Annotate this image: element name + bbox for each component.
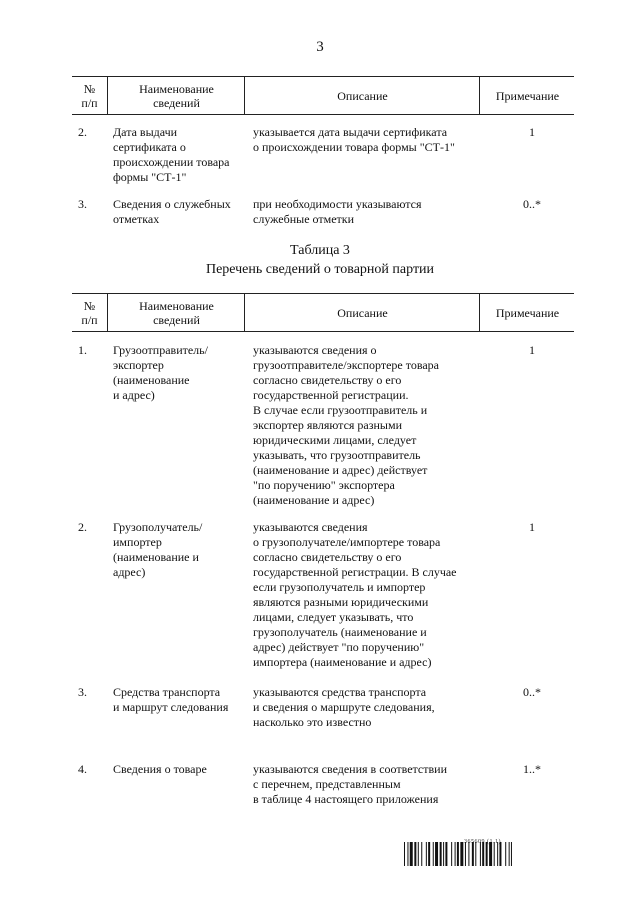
row-note: 1 (529, 343, 535, 357)
row-note: 0..* (523, 685, 541, 699)
row-num: 1. (78, 343, 87, 357)
header-description: Описание (244, 77, 480, 114)
row-name: Сведения о служебных отметках (113, 197, 231, 226)
table3 (72, 293, 574, 806)
table-header (72, 293, 574, 332)
row-name: Грузоотправитель/ экспортер (наименование и адрес) (113, 343, 208, 402)
row-description: указывается дата выдачи сертификата о происхождении товара формы "СТ-1" (253, 125, 455, 154)
row-description: указываются сведения в соответствии с перечнем, представленным в таблице 4 настоящего приложения (253, 762, 448, 806)
row-name: Грузополучатель/ импортер (наименование и адрес) (113, 520, 203, 579)
row-note: 1..* (523, 762, 541, 776)
header-num: № п/п (81, 298, 98, 327)
page-number: 3 (316, 39, 324, 55)
continued-table (72, 76, 574, 226)
row-num: 4. (78, 762, 87, 776)
header-note: Примечание (479, 294, 575, 331)
header-name: Наименование сведений (107, 294, 245, 331)
header-note: Примечание (479, 77, 575, 114)
row-description: при необходимости указываются служебные отметки (253, 197, 422, 226)
row-num: 3. (78, 197, 87, 211)
row-num: 2. (78, 125, 87, 139)
row-note: 1 (529, 125, 535, 139)
barcode-label: 365609 (464, 839, 485, 845)
row-description: указываются средства транспорта и сведения о маршруте следования, насколько это известно (253, 685, 435, 729)
row-note: 1 (529, 520, 535, 534)
row-name: Дата выдачи сертификата о происхождении товара формы "СТ-1" (113, 125, 230, 184)
row-num: 2. (78, 520, 87, 534)
table-header (72, 76, 574, 115)
table3-caption-title: Перечень сведений о товарной партии (205, 262, 435, 277)
row-name: Сведения о товаре (113, 762, 207, 776)
table3-caption-number: Таблица 3 (290, 243, 350, 258)
row-description: указываются сведения о грузополучателе/импортере товара согласно свидетельству о его государственной регистрации. В случае если грузополучатель и импортер являются разными юридическими лицами, следует указывать, что грузополучатель (наименование и адрес) действует "по поручению" импортера (наименование и адрес) (253, 520, 457, 669)
barcode (404, 842, 576, 866)
row-num: 3. (78, 685, 87, 699)
row-name: Средства транспорта и маршрут следования (113, 685, 229, 714)
header-num: № п/п (81, 81, 98, 110)
header-name: Наименование сведений (107, 77, 245, 114)
row-note: 0..* (523, 197, 541, 211)
row-description: указываются сведения о грузоотправителе/экспортере товара согласно свидетельству о его государственной регистрации. В случае если грузоотправитель и экспортер являются разными юридическими лицами, следует указывать, что грузоотправитель (наименование и адрес) действует "по поручению" экспортера (наименование и адрес) (253, 343, 439, 507)
header-description: Описание (244, 294, 480, 331)
